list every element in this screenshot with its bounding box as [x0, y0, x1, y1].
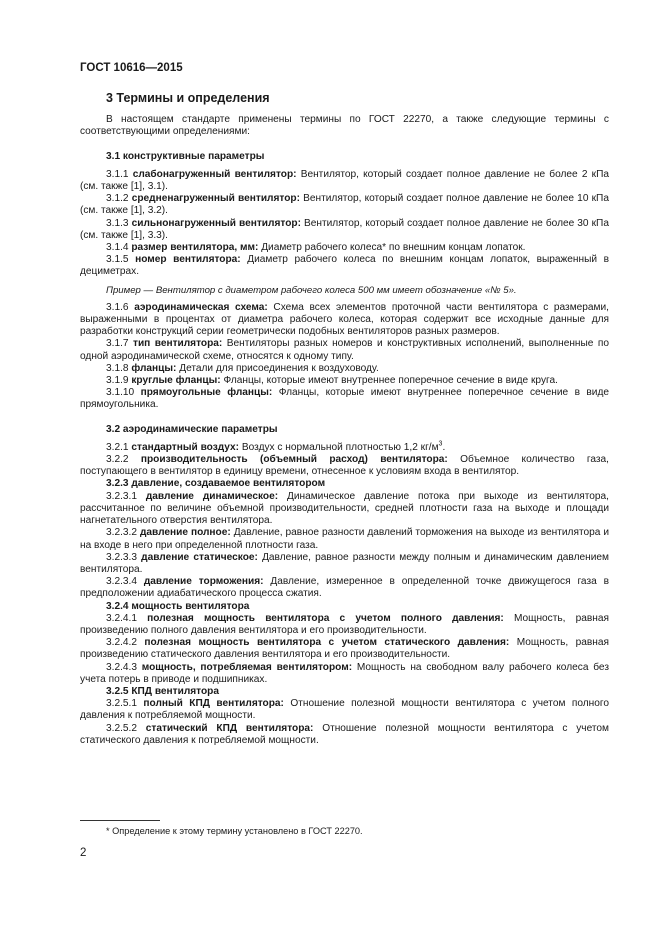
definition-list-3-2-3	[80, 491, 609, 601]
definition-item	[80, 363, 609, 375]
intro-paragraph: В настоящем стандарте применены термины по ГОСТ 22270, а также следующие термины с соответствующими определениями:	[80, 114, 609, 138]
definition-text: Воздух с нормальной плотностью 1,2 кг/м	[241, 441, 439, 453]
example-text: Вентилятор с диаметром рабочего колеса 500 мм имеет обозначение «№ 5».	[155, 284, 517, 296]
definition-number: 3.2.3.1	[106, 490, 137, 502]
definition-term: производительность (объемный расход) вентилятора:	[140, 454, 448, 466]
definition-term: слабонагруженный вентилятор:	[132, 168, 297, 180]
definition-term: полезная мощность вентилятора с учетом полного давления:	[147, 612, 504, 624]
definition-number: 3.1.10	[106, 387, 135, 399]
definition-number: 3.1.9	[106, 375, 129, 387]
definition-item	[80, 193, 609, 217]
subsection-title-3-1: 3.1 конструктивные параметры	[106, 150, 265, 162]
content	[80, 92, 609, 747]
definition-text: Диаметр рабочего колеса* по внешним концам лопаток.	[261, 242, 526, 254]
definition-term: давление торможения:	[143, 576, 264, 588]
heading-3-2-4	[106, 601, 609, 613]
definition-term: полезная мощность вентилятора с учетом статического давления:	[144, 637, 510, 649]
definition-term: стандартный воздух:	[131, 441, 240, 453]
definition-number: 3.2.5.1	[106, 698, 137, 710]
definition-item	[80, 491, 609, 528]
definition-text: Диаметр рабочего колеса по внешним концам лопаток, выраженный в дециметрах.	[80, 254, 609, 278]
definition-number: 3.2.5.2	[106, 722, 137, 734]
definition-term: тип вентилятора:	[132, 338, 223, 350]
definition-text: Отношение полезной мощности вентилятора с учетом статического давления к потребляемой мощности.	[80, 722, 609, 746]
definition-text: Давление, равное разности давлений торможения на выходе из вентилятора и на входе в него при определенной плотности газа.	[80, 527, 609, 551]
definition-term: прямоугольные фланцы:	[140, 387, 273, 399]
definition-number: 3.2.4.1	[106, 612, 137, 624]
definition-number: 3.1.3	[106, 217, 129, 229]
definition-number: 3.1.4	[106, 242, 129, 254]
definition-term: мощность, потребляемая вентилятором:	[141, 661, 353, 673]
definition-text: Вентиляторы разных номеров и конструктивных исполнений, выполненные по одной аэродинамической схеме, относятся к одному типу.	[80, 338, 609, 362]
definition-term: фланцы:	[131, 362, 177, 374]
definition-number: 3.2.3.2	[106, 527, 137, 539]
definition-item	[80, 242, 609, 254]
definition-text: Вентилятор, который создает полное давление не более 30 кПа (см. также [1], 3.3).	[80, 217, 609, 241]
definition-text: Мощность, равная произведению статического давления вентилятора и его производительности.	[80, 637, 609, 661]
example-note	[106, 285, 609, 297]
definition-3-2-1	[80, 442, 609, 454]
definition-list-3-2-4	[80, 613, 609, 686]
definition-text: Мощность на свободном валу рабочего колеса без учета потерь в приводе и подшипниках.	[80, 661, 609, 685]
definition-number: 3.1.1	[106, 168, 129, 180]
definition-item	[80, 637, 609, 661]
definition-number: 3.2.4.2	[106, 637, 137, 649]
heading-3-2-4-text: 3.2.4 мощность вентилятора	[106, 600, 250, 612]
definition-item	[80, 218, 609, 242]
page-number: 2	[80, 847, 87, 859]
superscript: 3	[438, 440, 443, 448]
definition-end: .	[442, 441, 446, 453]
definition-number: 3.2.3.3	[106, 551, 137, 563]
footnote-divider	[80, 820, 160, 821]
definition-text: Динамическое давление потока при выходе из вентилятора, рассчитанное по величине объемной производительности, средней плотности газа на выходе и площади нагнетательного отверстия вентилятора.	[80, 490, 609, 527]
definition-item	[80, 387, 609, 411]
definition-text: Фланцы, которые имеют внутреннее поперечное сечение в виде круга.	[223, 375, 558, 387]
definition-list-3-1	[80, 169, 609, 279]
definition-text: Вентилятор, который создает полное давление не более 2 кПа (см. также [1], 3.1).	[80, 168, 609, 193]
definition-term: полный КПД вентилятора:	[143, 698, 284, 710]
definition-text: Схема всех элементов проточной части вентилятора с размерами, выраженными в процентах от диаметра рабочего колеса, которая содержит все исходные данные для разработки конструкций серии геометрически подобных вентиляторов разных размеров.	[80, 301, 609, 338]
definition-term: давление полное:	[139, 527, 231, 539]
definition-number: 3.1.6	[106, 301, 129, 313]
definition-item	[80, 613, 609, 637]
footnote: * Определение к этому термину установлено в ГОСТ 22270.	[106, 826, 363, 836]
definition-item	[80, 662, 609, 686]
definition-term: номер вентилятора:	[135, 254, 241, 266]
definition-item	[80, 169, 609, 193]
definition-number: 3.1.7	[106, 338, 129, 350]
heading-3-2-3-text: 3.2.3 давление, создаваемое вентилятором	[106, 478, 326, 490]
definition-number: 3.1.8	[106, 362, 129, 374]
definition-text: Объемное количество газа, поступающего в вентилятор в единицу времени, отнесенное к условиям входа в вентилятор.	[80, 454, 609, 478]
section-title: 3 Термины и определения	[106, 91, 270, 105]
definition-item	[80, 723, 609, 747]
definition-item	[80, 552, 609, 576]
definition-number: 3.1.5	[106, 254, 129, 266]
definition-item	[80, 375, 609, 387]
subsection-title-3-2: 3.2 аэродинамические параметры	[106, 423, 278, 435]
definition-list-3-2-5	[80, 698, 609, 747]
definition-list-3-1b	[80, 302, 609, 412]
definition-term: аэродинамическая схема:	[134, 301, 268, 313]
definition-item	[80, 302, 609, 339]
definition-term: круглые фланцы:	[131, 375, 221, 387]
definition-item	[80, 576, 609, 600]
definition-number: 3.2.2	[106, 454, 129, 466]
example-label: Пример —	[106, 284, 154, 296]
definition-item	[80, 698, 609, 722]
definition-text: Отношение полезной мощности вентилятора с учетом полного давления к потребляемой мощности.	[80, 698, 609, 722]
definition-term: статический КПД вентилятора:	[145, 722, 314, 734]
definition-term: давление динамическое:	[145, 490, 279, 502]
definition-text: Детали для присоединения к воздуховоду.	[179, 362, 379, 374]
definition-term: давление статическое:	[141, 551, 258, 563]
definition-item	[80, 254, 609, 278]
heading-3-2-3	[106, 478, 609, 490]
definition-number: 3.2.3.4	[106, 576, 137, 588]
definition-text: Мощность, равная произведению полного давления вентилятора и его производительности.	[80, 612, 609, 636]
heading-3-2-5	[106, 686, 609, 698]
definition-term: сильнонагруженный вентилятор:	[131, 217, 301, 229]
definition-list-3-2a	[80, 454, 609, 478]
definition-item	[80, 454, 609, 478]
heading-3-2-5-text: 3.2.5 КПД вентилятора	[106, 685, 220, 697]
definition-number: 3.2.1	[106, 441, 129, 453]
definition-item	[80, 527, 609, 551]
definition-text: Фланцы, которые имеют внутреннее поперечное сечение в виде прямоугольника.	[80, 387, 609, 411]
definition-term: средненагруженный вентилятор:	[131, 193, 300, 205]
definition-text: Вентилятор, который создает полное давление не более 10 кПа (см. также [1], 3.2).	[80, 193, 609, 217]
definition-term: размер вентилятора, мм:	[131, 242, 259, 254]
definition-text: Давление, измеренное в определенной точке движущегося газа в предположении адиабатического процесса сжатия.	[80, 576, 609, 600]
definition-item	[80, 338, 609, 362]
definition-text: Давление, равное разности между полным и динамическим давлением вентилятора.	[80, 551, 609, 575]
definition-number: 3.2.4.3	[106, 661, 137, 673]
page-header: ГОСТ 10616—2015	[80, 62, 183, 74]
definition-number: 3.1.2	[106, 193, 129, 205]
